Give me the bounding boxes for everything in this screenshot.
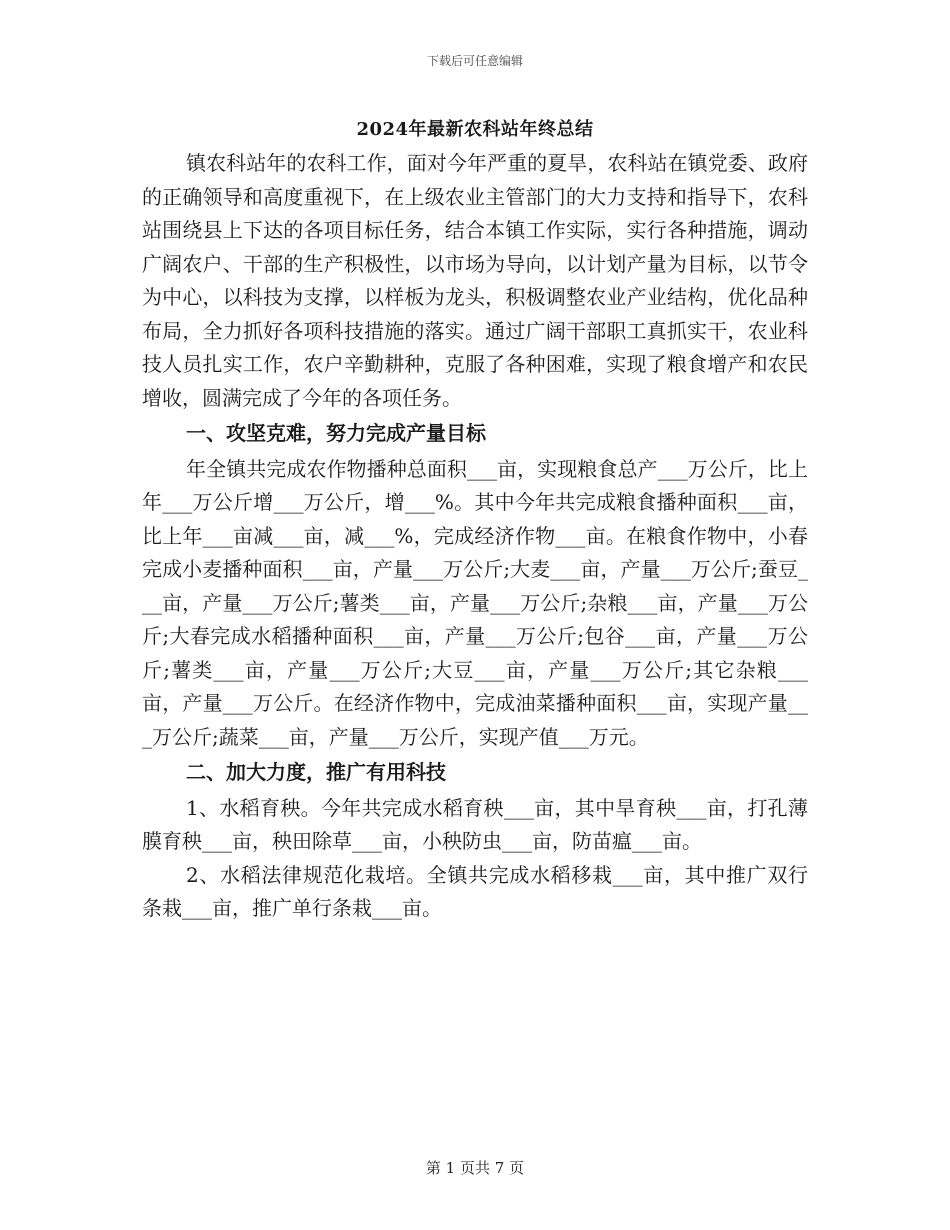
section-1-paragraph: 年全镇共完成农作物播种总面积___亩，实现粮食总产___万公斤，比上年___万公斤增___万公斤，增___%。其中今年共完成粮食播种面积___亩，比上年___亩减___亩，减___%，完成经济作物___亩。在粮食作物中，小春完成小麦播种面积___亩，产量___万公斤;大麦___亩，产量___万公斤;蚕豆___亩，产量___万公斤;薯类___亩，产量___万公斤;杂粮___亩，产量___万公斤;大春完成水稻播种面积___亩，产量___万公斤;包谷___亩，产量___万公斤;薯类___亩，产量___万公斤;大豆___亩，产量___万公斤;其它杂粮___亩，产量___万公斤。在经济作物中，完成油菜播种面积___亩，实现产量___万公斤;蔬菜___亩，产量___万公斤，实现产值___万元。 (142, 456, 808, 749)
section-heading-1: 一、攻坚克难，努力完成产量目标 (186, 421, 486, 445)
document-title: 2024年最新农科站年终总结 (356, 119, 594, 140)
list-item-rice-seedling: 1、水稻育秧。今年共完成水稻育秧___亩，其中旱育秧___亩，打孔薄膜育秧___亩，秧田除草___亩，小秧防虫___亩，防苗瘟___亩。 (142, 795, 808, 853)
document-body (142, 147, 808, 926)
page-number: 第 1 页共 7 页 (425, 1159, 525, 1177)
page-header-note: 下载后可任意编辑 (426, 54, 523, 68)
intro-paragraph: 镇农科站年的农科工作，面对今年严重的夏旱，农科站在镇党委、政府的正确领导和高度重视下，在上级农业主管部门的大力支持和指导下，农科站围绕县上下达的各项目标任务，结合本镇工作实际，实行各种措施，调动广阔农户、干部的生产积极性，以市场为导向，以计划产量为目标，以节令为中心，以科技为支撑，以样板为龙头，积极调整农业产业结构，优化品种布局，全力抓好各项科技措施的落实。通过广阔干部职工真抓实干，农业科技人员扎实工作，农户辛勤耕种，克服了各种困难，实现了粮食增产和农民增收，圆满完成了今年的各项任务。 (142, 151, 808, 410)
list-item-rice-cultivation: 2、水稻法律规范化栽培。全镇共完成水稻移栽___亩，其中推广双行条栽___亩，推广单行条栽___亩。 (142, 862, 808, 920)
section-heading-2: 二、加大力度，推广有用科技 (186, 760, 446, 784)
